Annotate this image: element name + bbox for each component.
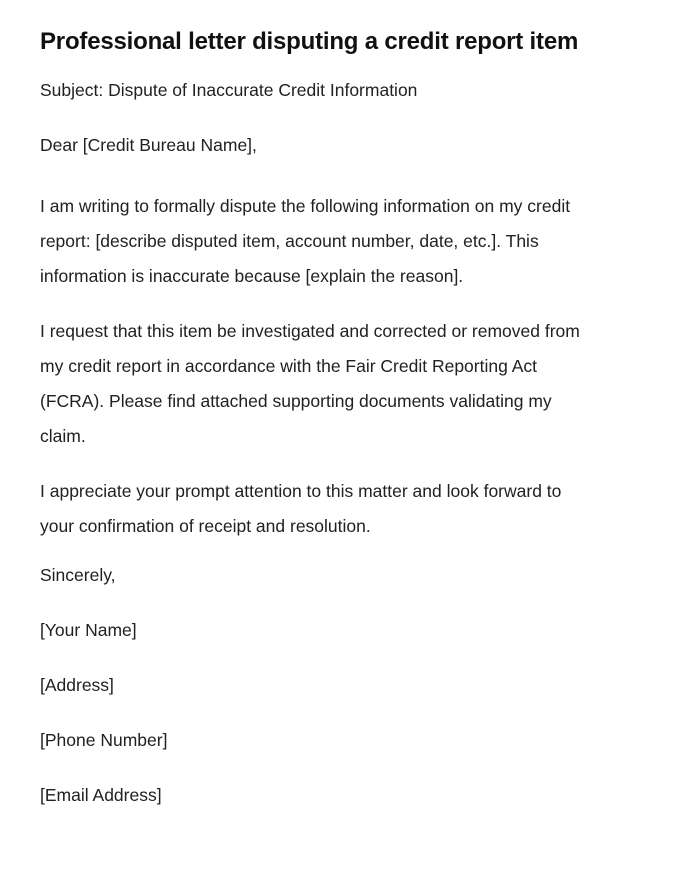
signature-phone: [Phone Number] xyxy=(40,730,168,750)
subject-line: Subject: Dispute of Inaccurate Credit Information xyxy=(40,80,418,100)
salutation: Dear [Credit Bureau Name], xyxy=(40,135,257,155)
page-title: Professional letter disputing a credit report item xyxy=(40,28,579,55)
body-paragraph-2: I request that this item be investigated and corrected or removed from my credit report in accordance with the Fair Credit Reporting Act (FCRA). Please find attached supporting documents validating my claim. xyxy=(40,321,580,446)
body-paragraph-1: I am writing to formally dispute the following information on my credit report: [describe disputed item, account number, date, etc.]. This information is inaccurate because [explain the reason]. xyxy=(40,196,571,286)
signature-email: [Email Address] xyxy=(40,785,162,805)
body-paragraph-3: I appreciate your prompt attention to this matter and look forward to your confirmation of receipt and resolution. xyxy=(40,481,562,536)
signature-name: [Your Name] xyxy=(40,620,137,640)
closing: Sincerely, xyxy=(40,565,116,585)
signature-address: [Address] xyxy=(40,675,114,695)
